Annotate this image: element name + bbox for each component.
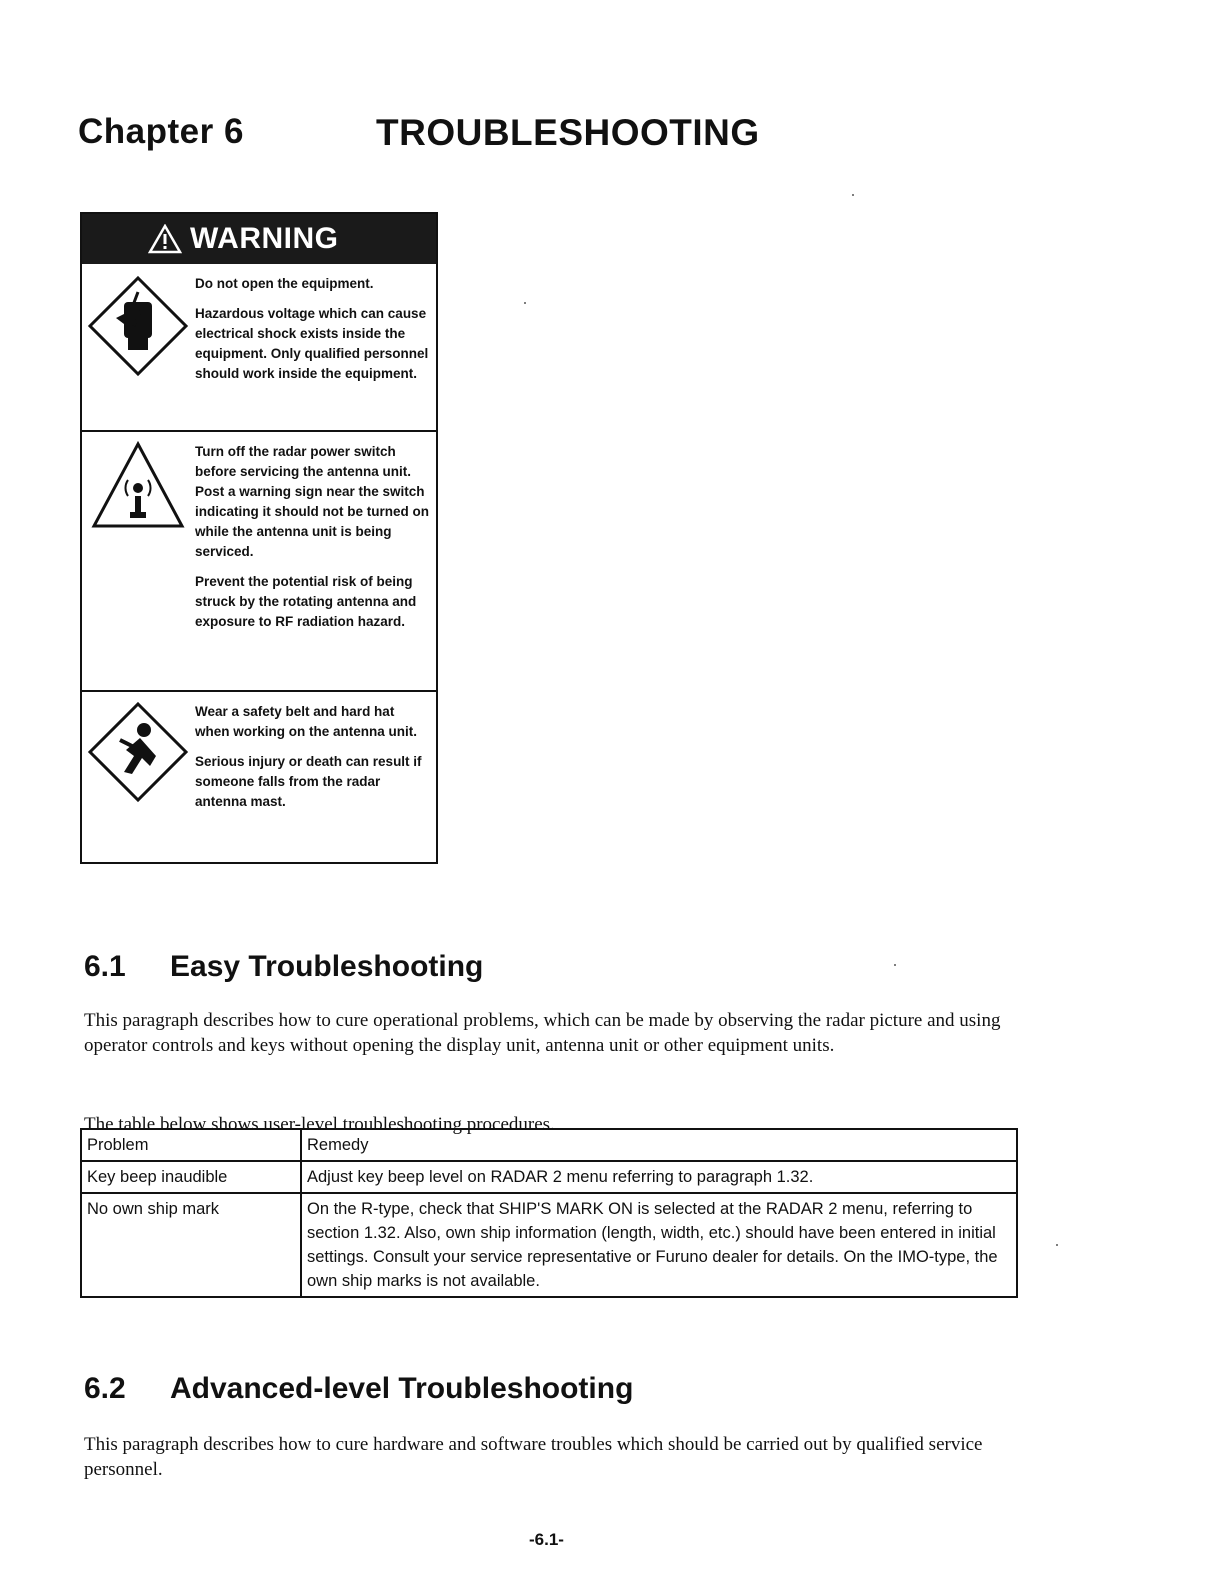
table-row: [81, 1193, 1017, 1297]
section-6-2-paragraph: This paragraph describes how to cure hardware and software troubles which should be carried out by qualified service personnel.: [84, 1434, 983, 1480]
scan-speck: [852, 194, 854, 196]
warning-text: Serious injury or death can result if someone falls from the radar antenna mast.: [195, 754, 422, 809]
warning-banner: [82, 214, 436, 264]
falling-hazard-icon: [86, 700, 190, 804]
scan-speck: [524, 302, 526, 304]
troubleshooting-table: [80, 1128, 1018, 1298]
warning-triangle-icon: [148, 224, 182, 254]
section-title: Easy Troubleshooting: [170, 950, 484, 983]
warning-block-falling: [82, 690, 436, 866]
chapter-number: Chapter 6: [78, 112, 244, 151]
radiation-hazard-icon: [90, 440, 186, 530]
section-number: 6.1: [84, 950, 126, 983]
table-cell-remedy: Adjust key beep level on RADAR 2 menu referring to paragraph 1.32.: [301, 1161, 1017, 1193]
section-title: Advanced-level Troubleshooting: [170, 1372, 634, 1405]
scan-speck: [1056, 1244, 1058, 1246]
scan-speck: [894, 964, 896, 966]
page-number: -6.1-: [529, 1530, 564, 1549]
table-header-cell: Remedy: [301, 1129, 1017, 1161]
warning-text: Turn off the radar power switch before servicing the antenna unit. Post a warning sign near the switch indicating it should not be turned on while the antenna unit is being serviced.: [195, 444, 429, 559]
warning-text: Do not open the equipment.: [195, 276, 374, 291]
chapter-title: TROUBLESHOOTING: [376, 112, 760, 153]
section-number: 6.2: [84, 1372, 126, 1405]
table-cell-remedy: On the R-type, check that SHIP'S MARK ON is selected at the RADAR 2 menu, referring to section 1.32. Also, own ship information (length, width, etc.) should have been entered in initial settings. Consult your service representative or Furuno dealer for details. On the IMO-type, the own ship marks is not available.: [301, 1193, 1017, 1297]
table-intro: The table below shows user-level troubleshooting procedures.: [84, 1114, 555, 1135]
electrical-hazard-icon: [86, 274, 190, 378]
section-6-1-paragraph: This paragraph describes how to cure operational problems, which can be made by observing the radar picture and using operator controls and keys without opening the display unit, antenna unit or other equipment units.: [84, 1010, 1001, 1056]
table-cell-problem: Key beep inaudible: [81, 1161, 301, 1193]
table-cell-problem: No own ship mark: [81, 1193, 301, 1297]
warning-text: Wear a safety belt and hard hat when working on the antenna unit.: [195, 704, 417, 739]
section-6-1-heading: [84, 950, 483, 984]
table-header-row: [81, 1129, 1017, 1161]
warning-block-electrical: [82, 264, 436, 424]
warning-banner-label: WARNING: [190, 222, 339, 255]
table-row: [81, 1161, 1017, 1193]
warning-text: Prevent the potential risk of being struck by the rotating antenna and exposure to RF radiation hazard.: [195, 574, 417, 629]
warning-text: Hazardous voltage which can cause electrical shock exists inside the equipment. Only qualified personnel should work inside the equipment.: [195, 306, 429, 381]
warning-box: [80, 212, 438, 864]
section-6-2-heading: [84, 1372, 633, 1406]
warning-block-radiation: [82, 430, 436, 694]
table-header-cell: Problem: [81, 1129, 301, 1161]
